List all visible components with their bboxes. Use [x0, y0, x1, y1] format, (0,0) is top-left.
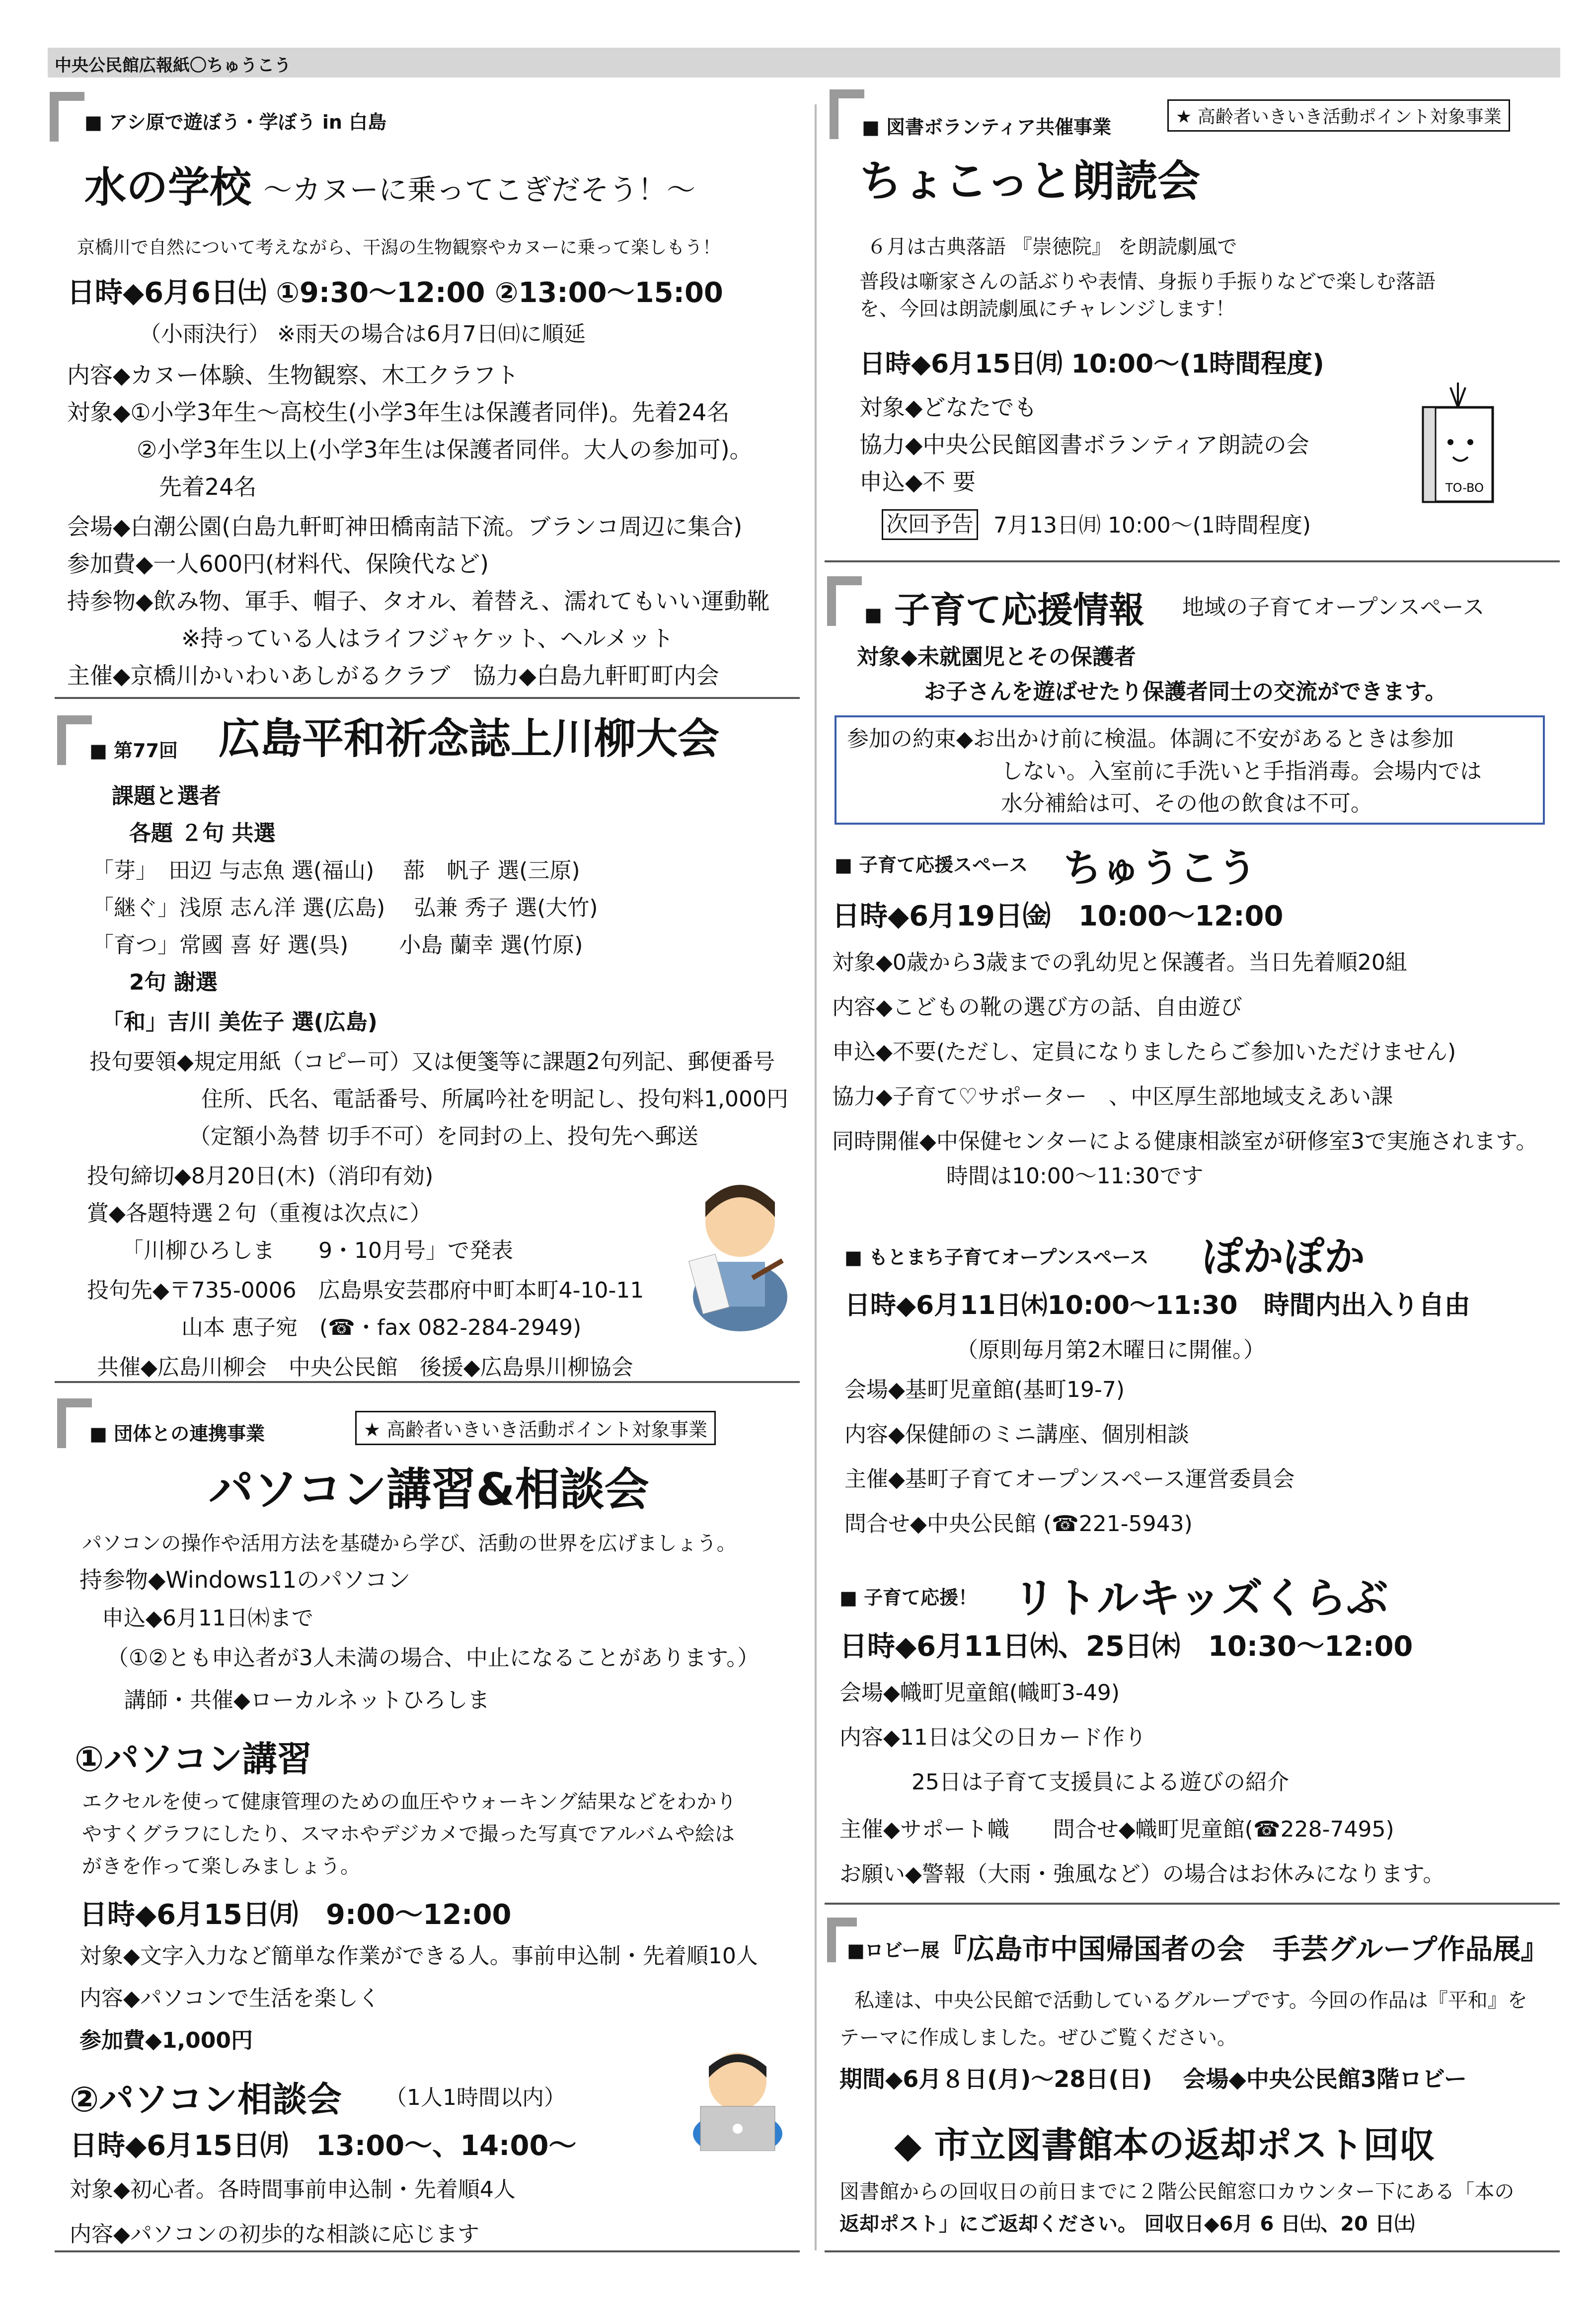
senryu-heading: 課題と選者 [112, 783, 221, 809]
section-title: ちゅうこう [1063, 846, 1257, 891]
chuko-content: 内容◆こどもの靴の選び方の話、自由遊び [832, 995, 1242, 1020]
column-divider [815, 104, 817, 2250]
section-subtitle: 地域の子育てオープンスペース [1182, 595, 1485, 620]
kids-request: お願い◆警報（大雨・強風など）の場合はお休みになります。 [839, 1861, 1445, 1887]
divider [825, 560, 1560, 562]
reading-datetime: 日時◆6月15日㈪ 10:00～(1時間程度) [859, 349, 1324, 379]
next-label: 次回予告 [882, 509, 978, 540]
library-dates: 返却ポスト」にご返却ください。 回収日◆6月 6 日㈯、20 日㈯ [839, 2213, 1415, 2235]
pc-target: 対象◆文字入力など簡単な作業ができる人。事前申込制・先着順10人 [79, 1943, 758, 1969]
rules-line: しない。入室前に手洗いと手指消毒。会場内では [1001, 759, 1482, 784]
kosodate-desc: お子さんを遊ばせたり保護者同士の交流ができます。 [924, 679, 1447, 704]
pokapoka-note: （原則毎月第2木曜日に開催。） [956, 1337, 1265, 1363]
chuko-concurrent-time: 時間は10:00～11:30です [946, 1163, 1204, 1189]
library-desc: 図書館からの回収日の前日までに２階公民館窓口カウンター下にある「本の [839, 2180, 1515, 2203]
pc-datetime: 日時◆6月15日㈪ 9:00～12:00 [79, 1899, 512, 1931]
points-badge: ★ 高齢者いきいき活動ポイント対象事業 [355, 1411, 716, 1445]
lobby-desc: 私達は、中央公民館で活動しているグループです。今回の作品は『平和』を [854, 1989, 1527, 2012]
reading-intro: 普段は噺家さんの話ぶりや表情、身振り手振りなどで楽しむ落語 [859, 270, 1436, 293]
divider [55, 2250, 800, 2252]
section-bracket [830, 89, 864, 139]
kosodate-target: 対象◆未就園児とその保護者 [857, 644, 1136, 670]
section-title: 『広島市中国帰国者の会 手芸グループ作品展』 [939, 1933, 1549, 1966]
section-title: リトルキッズくらぶ [1013, 1574, 1388, 1622]
section-title: パソコン講習&相談会 [209, 1464, 649, 1516]
senryu-deadline: 投句締切◆8月20日(木)（消印有効) [87, 1163, 434, 1189]
senryu-address: 投句先◆〒735-0006 広島県安芸郡府中町本町4-10-11 [87, 1278, 644, 1303]
pc-desc: がきを作って楽しみましょう。 [82, 1855, 360, 1878]
section-kicker: ■ 子育て応援！ [839, 1587, 978, 1609]
section-kicker: ■ もとまち子育てオープンスペース [844, 1246, 1149, 1268]
lobby-period: 期間◆6月８日(月)～28日(日) 会場◆中央公民館3階ロビー [839, 2066, 1467, 2092]
senryu-sub: 各題 ２句 共選 [129, 821, 276, 846]
section-kicker: ■ [864, 604, 882, 625]
divider [825, 2250, 1560, 2252]
chuko-cooperation: 協力◆子育て♡サポーター 、中区厚生部地域支えあい課 [832, 1084, 1393, 1109]
chuko-apply: 申込◆不要(ただし、定員になりましたらご参加いただけません) [832, 1039, 1456, 1065]
points-badge: ★ 高齢者いきいき活動ポイント対象事業 [1167, 99, 1510, 132]
pc-bring: 持参物◆Windows11のパソコン [79, 1566, 411, 1593]
senryu-sub: 2句 謝選 [129, 970, 218, 995]
pc-apply: 申込◆6月11日㈭まで [102, 1606, 313, 1631]
event-bring: 持参物◆飲み物、軍手、帽子、タオル、着替え、濡れてもいい運動靴 [67, 588, 770, 615]
chuko-datetime: 日時◆6月19日㈮ 10:00～12:00 [832, 900, 1284, 932]
chuko-concurrent: 同時開催◆中保健センターによる健康相談室が研修室3で実施されます。 [832, 1129, 1538, 1154]
senryu-judge: 「和」吉川 美佐子 選(広島) [102, 1009, 378, 1035]
pc-note: （①②とも申込者が3人未満の場合、中止になることがあります。） [107, 1645, 760, 1671]
book-mascot-illustration [1411, 373, 1505, 507]
event-datetime: 日時◆6月6日㈯ ①9:30～12:00 ②13:00～15:00 [67, 277, 723, 309]
laptop-user-illustration [688, 2047, 787, 2151]
rules-line: 参加の約束◆お出かけ前に検温。体調に不安があるときは参加 [847, 726, 1454, 752]
senryu-announce: 「川柳ひろしま 9・10月号」で発表 [122, 1238, 513, 1263]
divider [55, 1381, 800, 1383]
event-fee: 参加費◆一人600円(材料代、保険代など) [67, 550, 489, 577]
pokapoka-contact: 問合せ◆中央公民館 (☎221-5943) [844, 1511, 1193, 1537]
senryu-judge: 「芽」 田辺 与志魚 選(福山) 蔀 帆子 選(三原) [92, 858, 580, 883]
section-title: ◆ 市立図書館本の返却ポスト回収 [894, 2124, 1435, 2166]
pokapoka-content: 内容◆保健師のミニ講座、個別相談 [844, 1422, 1189, 1447]
event-target-3: 先着24名 [159, 473, 257, 500]
pc-desc: エクセルを使って健康管理のための血圧やウォーキング結果などをわかり [82, 1790, 737, 1813]
reading-intro: を、今回は朗読劇風にチャレンジします！ [859, 298, 1235, 320]
event-content: 内容◆カヌー体験、生物観察、木工クラフト [67, 362, 519, 388]
section-kicker: ■ 第77回 [89, 740, 178, 762]
next-text: 7月13日㈪ 10:00～(1時間程度) [993, 513, 1311, 538]
section-kicker: ■ アシ原で遊ぼう・学ぼう in 白島 [84, 111, 387, 133]
senryu-rules-2: 住所、氏名、電話番号、所属吟社を明記し、投句料1,000円 [201, 1086, 788, 1112]
divider [55, 697, 800, 699]
senryu-recipient: 山本 恵子宛 (☎・fax 082-284-2949) [181, 1315, 582, 1340]
pc-instructor: 講師・共催◆ローカルネットひろしま [124, 1688, 490, 1713]
section-kicker: ■ 子育て応援スペース [835, 854, 1028, 876]
chuko-target: 対象◆0歳から3歳までの乳幼児と保護者。当日先着順20組 [832, 950, 1407, 975]
pokapoka-datetime: 日時◆6月11日㈭10:00～11:30 時間内出入り自由 [844, 1291, 1470, 1320]
section-title: 子育て応援情報 [894, 589, 1145, 631]
pokapoka-host: 主催◆基町子育てオープンスペース運営委員会 [844, 1466, 1295, 1492]
pokapoka-venue: 会場◆基町児童館(基町19-7) [844, 1377, 1125, 1402]
subsection-title: ②パソコン相談会 [70, 2079, 342, 2120]
reading-apply: 申込◆不 要 [859, 468, 976, 495]
header-title: 中央公民館広報紙〇ちゅうこう [55, 56, 291, 76]
lobby-desc: テーマに作成しました。ぜひご覧ください。 [839, 2026, 1237, 2049]
event-target: 対象◆①小学3年生～高校生(小学3年生は保護者同伴)。先着24名 [67, 399, 730, 426]
reading-intro: ６月は古典落語 『崇徳院』 を朗読劇風で [867, 235, 1237, 258]
section-title: ちょこっと朗読会 [859, 156, 1201, 206]
event-note: （小雨決行） ※雨天の場合は6月7日㈰に順延 [139, 321, 586, 347]
section-title: ぽかぽか [1202, 1233, 1366, 1281]
pc-consult-note: （1人1時間以内） [385, 2085, 566, 2110]
poet-illustration [685, 1167, 795, 1331]
section-title: 広島平和祈念誌上川柳大会 [219, 714, 720, 763]
senryu-prize: 賞◆各題特選２句（重複は次点に） [87, 1201, 432, 1226]
pc-content: 内容◆パソコンで生活を楽しく [79, 1986, 380, 2011]
senryu-judge: 「育つ」常國 喜 好 選(呉) 小島 蘭幸 選(竹原) [92, 932, 583, 958]
section-bracket [827, 576, 862, 626]
event-bring-note: ※持っている人はライフジャケット、ヘルメット [181, 625, 674, 652]
section-bracket [57, 715, 92, 765]
senryu-judge: 「継ぐ」浅原 志ん洋 選(広島) 弘兼 秀子 選(大竹) [92, 895, 598, 921]
event-target-2: ②小学3年生以上(小学3年生は保護者同伴。大人の参加可)。 [137, 436, 753, 463]
pc-consult-datetime: 日時◆6月15日㈪ 13:00～、14:00～ [70, 2130, 577, 2162]
section-bracket [57, 1398, 92, 1448]
pc-consult-content: 内容◆パソコンの初歩的な相談に応じます [70, 2222, 479, 2247]
event-venue: 会場◆白潮公園(白島九軒町神田橋南詰下流。ブランコ周辺に集合) [67, 513, 743, 540]
senryu-hosts: 共催◆広島川柳会 中央公民館 後援◆広島県川柳協会 [97, 1355, 633, 1380]
kids-content: 内容◆11日は父の日カード作り [839, 1725, 1146, 1750]
reading-target: 対象◆どなたでも [859, 394, 1037, 421]
section-subtitle: ～カヌーに乗ってこぎだそう！～ [263, 173, 696, 207]
section-kicker: ■ロビー展 [847, 1939, 940, 1961]
reading-cooperation: 協力◆中央公民館図書ボランティア朗読の会 [859, 431, 1309, 458]
section-bracket [50, 92, 84, 142]
section-intro: パソコンの操作や活用方法を基礎から学び、活動の世界を広げましょう。 [82, 1532, 737, 1555]
pc-desc: やすくグラフにしたり、スマホやデジカメで撮った写真でアルバムや絵は [82, 1823, 735, 1846]
kids-venue: 会場◆幟町児童館(幟町3-49) [839, 1680, 1120, 1705]
pc-consult-target: 対象◆初心者。各時間事前申込制・先着順4人 [70, 2177, 516, 2202]
pc-fee: 参加費◆1,000円 [79, 2028, 253, 2053]
kids-datetime: 日時◆6月11日㈭、25日㈭ 10:30～12:00 [839, 1630, 1413, 1663]
section-kicker: ■ 図書ボランティア共催事業 [862, 116, 1112, 138]
senryu-rules-3: （定額小為替 切手不可）を同封の上、投句先へ郵送 [189, 1124, 698, 1149]
section-kicker: ■ 団体との連携事業 [89, 1423, 265, 1445]
section-intro: 京橋川で自然について考えながら、干潟の生物観察やカヌーに乗って楽しもう！ [77, 237, 721, 258]
section-title: 水の学校 [84, 163, 252, 212]
kids-host: 主催◆サポート幟 問合せ◆幟町児童館(☎228-7495) [839, 1817, 1394, 1842]
rules-line: 水分補給は可、その他の飲食は不可。 [1001, 791, 1372, 816]
event-host: 主催◆京橋川かいわいあしがるクラブ 協力◆白島九軒町町内会 [67, 662, 719, 689]
divider [825, 1903, 1560, 1905]
senryu-rules: 投句要領◆規定用紙（コピー可）又は便箋等に課題2句列記、郵便番号 [89, 1049, 775, 1075]
subsection-title: ①パソコン講習 [75, 1739, 312, 1779]
book-label: TO-BO [1445, 481, 1484, 495]
kids-content-2: 25日は子育て支援員による遊びの紹介 [912, 1770, 1289, 1795]
